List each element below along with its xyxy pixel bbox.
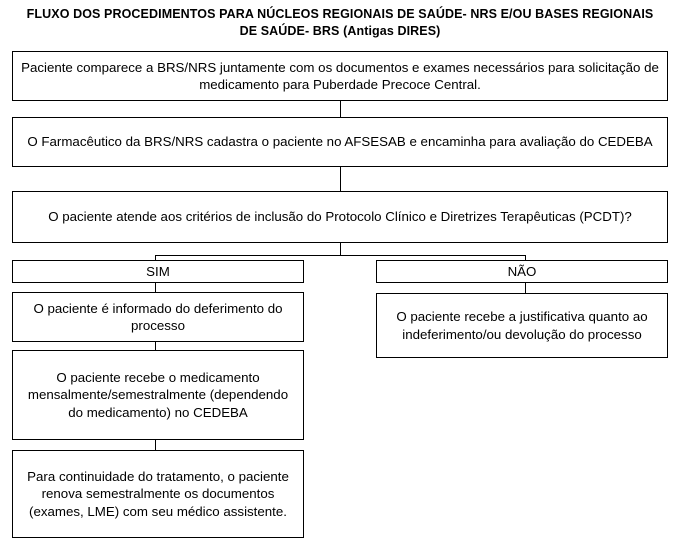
connector-no-to-step1 <box>525 283 526 293</box>
connector-decision-down <box>340 243 341 255</box>
connector-register-to-decision <box>340 167 341 191</box>
node-decision-label: O paciente atende aos critérios de inclusão do Protocolo Clínico e Diretrizes Terapêuticas (PCDT)? <box>48 209 632 225</box>
node-no-label <box>376 260 668 283</box>
connector-yes-step1-to-step2 <box>155 342 156 350</box>
connector-start-to-register <box>340 101 341 117</box>
page-title: FLUXO DOS PROCEDIMENTOS PARA NÚCLEOS REGIONAIS DE SAÚDE- NRS E/OU BASES REGIONAIS DE SAÚDE- BRS (Antigas DIRES) <box>26 7 654 38</box>
node-yes-step2-label: O paciente recebe o medicamento mensalmente/semestralmente (dependendo do medicamento) no CEDEBA <box>27 370 289 420</box>
node-no-step1 <box>376 293 668 358</box>
node-register <box>12 117 668 167</box>
node-yes-label-text: SIM <box>146 264 170 279</box>
connector-yes-to-step1 <box>155 283 156 292</box>
node-yes-step2 <box>12 350 304 440</box>
connector-yes-step2-to-step3 <box>155 440 156 450</box>
node-no-step1-label: O paciente recebe a justificativa quanto ao indeferimento/ou devolução do processo <box>396 309 648 342</box>
node-yes-step3 <box>12 450 304 538</box>
node-start-label: Paciente comparece a BRS/NRS juntamente com os documentos e exames necessários para solicitação de medicamento para Puberdade Precoce Central. <box>21 59 659 92</box>
node-yes-label <box>12 260 304 283</box>
node-register-label: O Farmacêutico da BRS/NRS cadastra o paciente no AFSESAB e encaminha para avaliação do CEDEBA <box>27 134 653 150</box>
node-yes-step3-label: Para continuidade do tratamento, o paciente renova semestralmente os documentos (exames, LME) com seu médico assistente. <box>27 469 289 519</box>
node-yes-step1-label: O paciente é informado do deferimento do processo <box>33 300 283 333</box>
node-start <box>12 51 668 101</box>
node-no-label-text: NÃO <box>507 264 537 279</box>
node-yes-step1 <box>12 292 304 342</box>
connector-decision-split <box>155 255 526 256</box>
node-decision <box>12 191 668 243</box>
